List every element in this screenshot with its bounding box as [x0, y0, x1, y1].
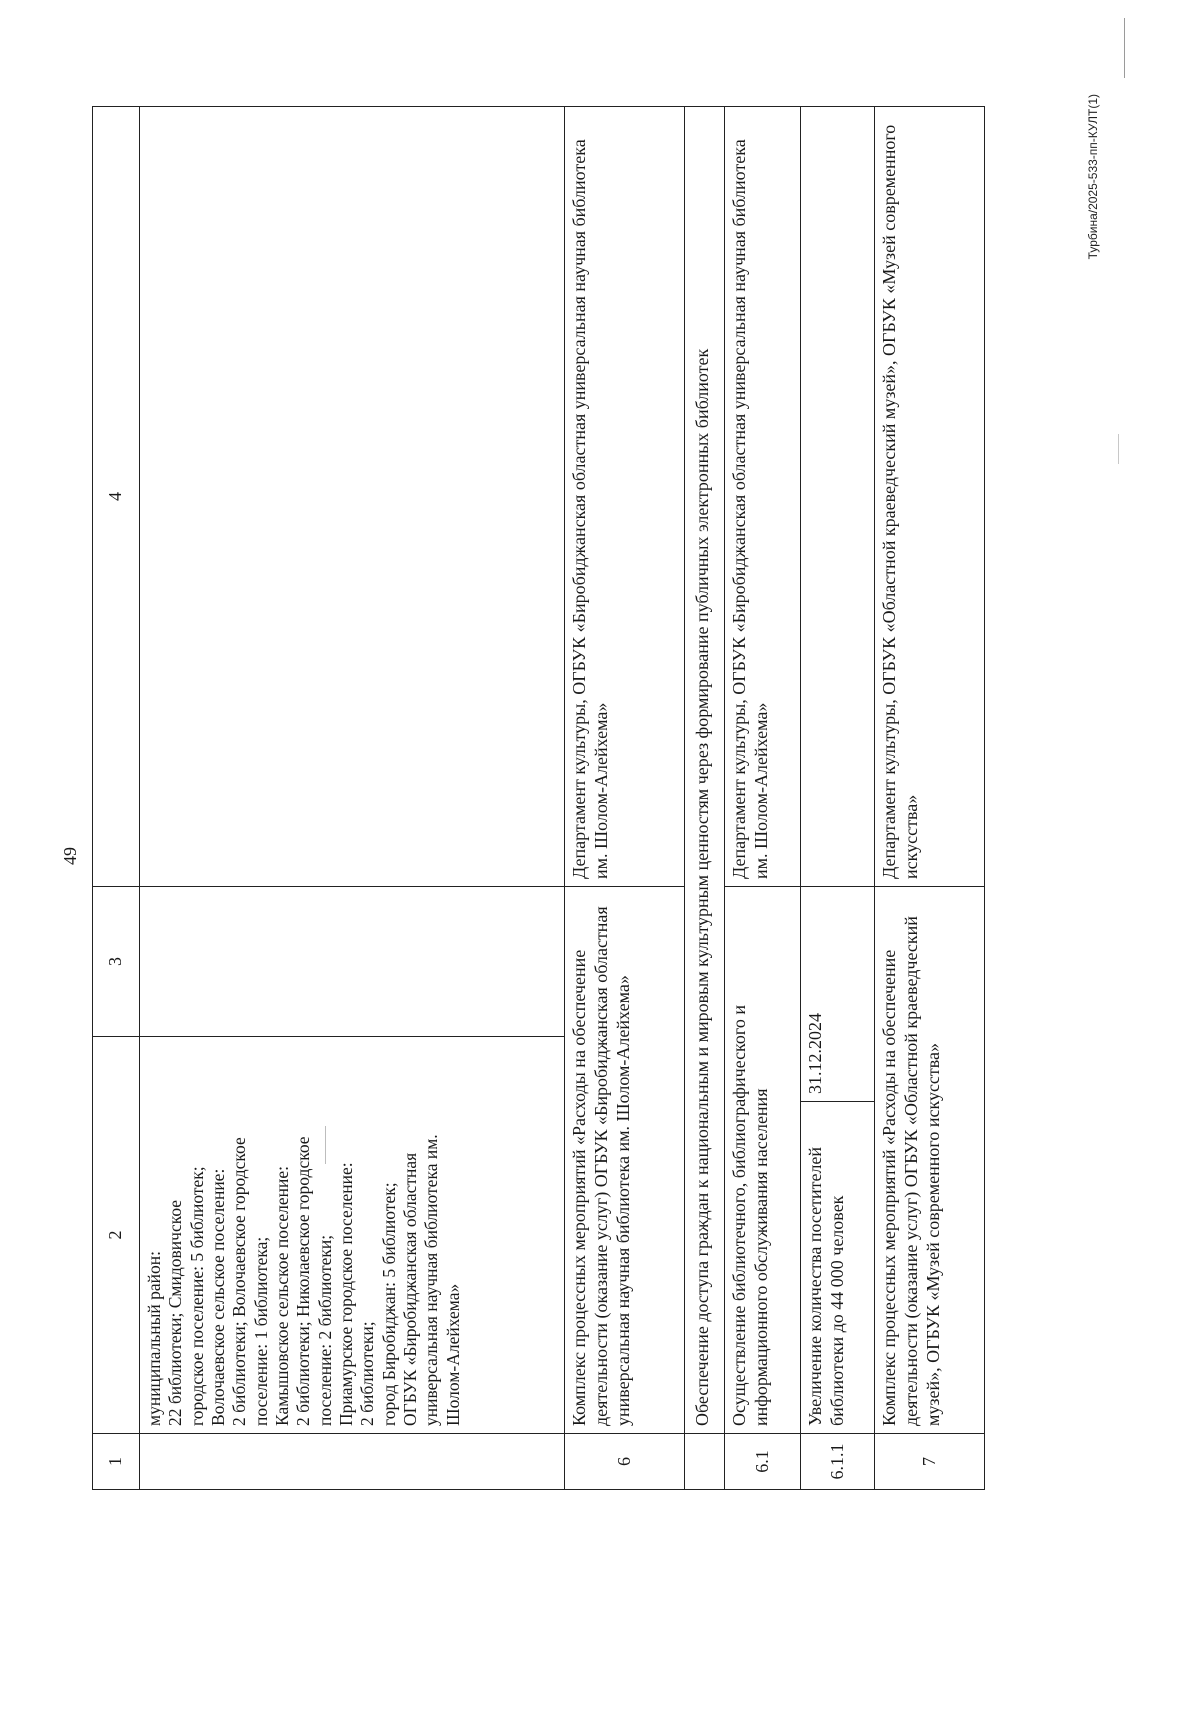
table-row-6 — [565, 107, 685, 1490]
indicator-cell: Увеличение количества посетителей библиотеки до 44 000 человек — [801, 1102, 875, 1434]
responsible-cell: Департамент культуры, ОГБУК «Областной краеведческий музей», ОГБУК «Музей современного искусства» — [875, 107, 985, 887]
date-cell: 31.12.2024 — [801, 887, 875, 1102]
row-number: 6.1.1 — [801, 1434, 875, 1490]
responsible-cell — [801, 107, 875, 887]
num-cell — [685, 1434, 725, 1490]
responsible-cell: Департамент культуры, ОГБУК «Биробиджанская областная универсальная научная библиотека им. Шолом-Алейхема» — [725, 107, 801, 887]
scan-artifact — [1118, 434, 1119, 464]
header-row — [93, 107, 140, 1490]
header-cell-3: 3 — [93, 887, 140, 1037]
responsible-cell: Департамент культуры, ОГБУК «Биробиджанская областная универсальная научная библиотека им. Шолом-Алейхема» — [565, 107, 685, 887]
measure-cell: Комплекс процессных мероприятий «Расходы на обеспечение деятельности (оказание услуг) ОГБУК «Биробиджанская областная универсальная научная библиотека им. Шолом-Алейхема» — [565, 887, 685, 1434]
measure-cell: Комплекс процессных мероприятий «Расходы на обеспечение деятельности (оказание услуг) ОГБУК «Областной краеведческий музей», ОГБУК «Музей современного искусства» — [875, 887, 985, 1434]
row-number: 6 — [565, 1434, 685, 1490]
page-number: 49 — [60, 847, 80, 865]
header-cell-2: 2 — [93, 1037, 140, 1434]
goal-cell: Обеспечение доступа граждан к национальным и мировым культурным ценностям через формирование публичных электронных библиотек — [685, 107, 725, 1434]
scan-artifact — [1124, 18, 1125, 78]
measure-cell: муниципальный район: 22 библиотеки; Смидовичское городское поселение: 5 библиотек; Волочаевское сельское поселение: 2 библиотеки; Волочаевское городское поселение: 1 библиотека; Камышовское сельское поселение: 2 библиотеки; Николаевское городское поселение: 2 библиотеки; Приамурское городское поселение: 2 библиотеки; город Биробиджан: 5 библиотек; ОГБУК «Биробиджанская областная универсальная научная библиотека им. Шолом-Алейхема» — [140, 1037, 565, 1434]
table-row-continued — [140, 107, 565, 1490]
row-number: 7 — [875, 1434, 985, 1490]
measure-cell: Осуществление библиотечного, библиографического и информационного обслуживания населения — [725, 887, 801, 1434]
table-row-7 — [875, 107, 985, 1490]
table-row-6-1-1 — [801, 107, 875, 1490]
table-row-6-1 — [725, 107, 801, 1490]
row-number: 6.1 — [725, 1434, 801, 1490]
responsible-cell — [140, 107, 565, 887]
document-footer: Турбина/2025-533-пп-КУЛТ(1) — [1086, 94, 1100, 260]
measures-table — [92, 106, 985, 1490]
date-cell — [140, 887, 565, 1037]
goal-row — [685, 107, 725, 1490]
num-cell — [140, 1434, 565, 1490]
header-cell-1: 1 — [93, 1434, 140, 1490]
scan-artifact — [325, 1126, 326, 1164]
header-cell-4: 4 — [93, 107, 140, 887]
